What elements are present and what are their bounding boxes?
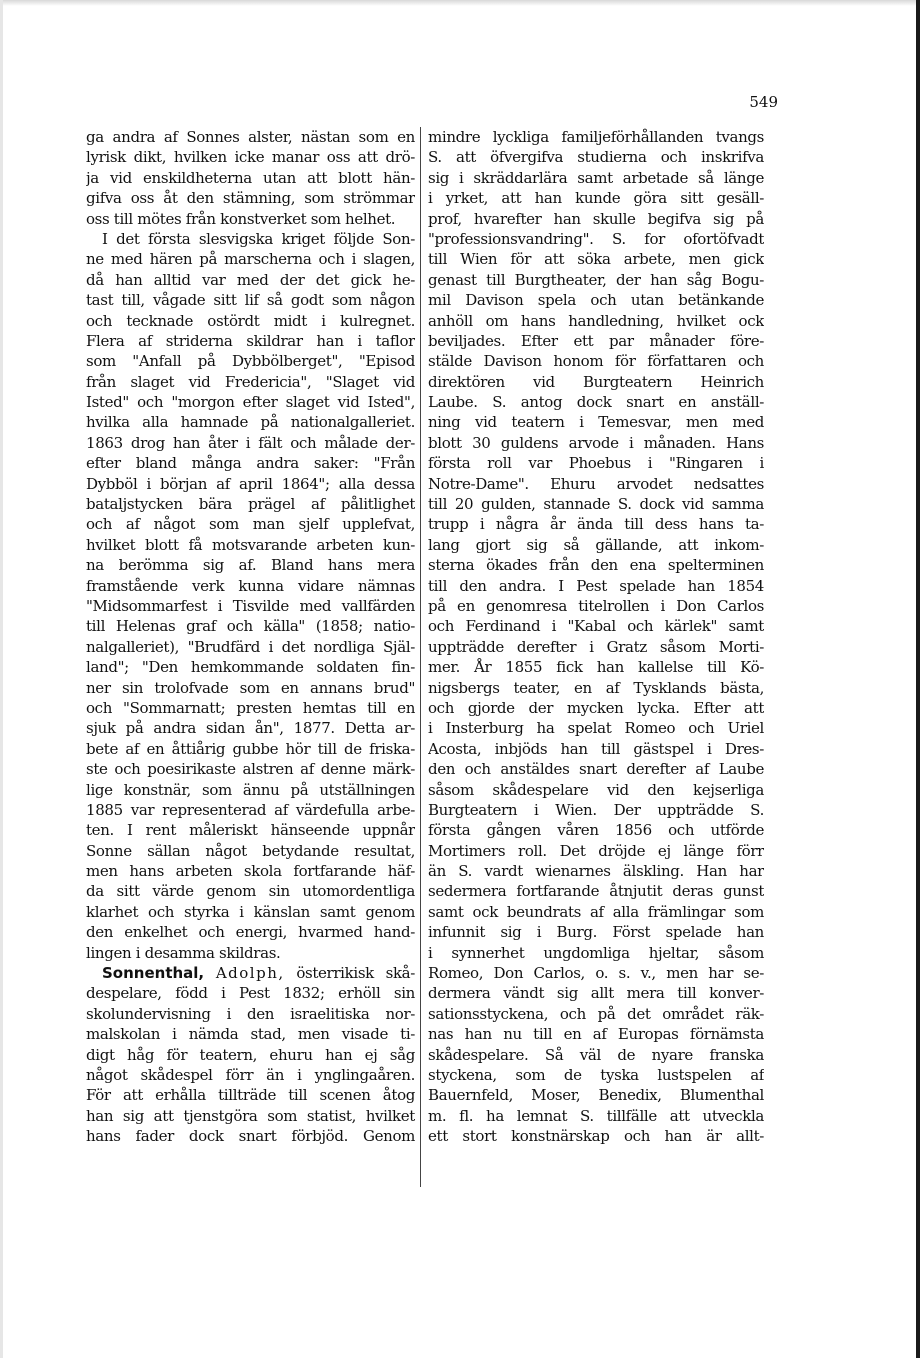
text-line: Burgteatern i Wien. Der uppträdde S. — [428, 800, 764, 819]
text-line: oss till mötes från konstverket som helhet. — [86, 209, 396, 228]
text-line: na berömma sig af. Bland hans mera — [86, 556, 415, 575]
text-line: ning vid teatern i Temesvar, men med — [428, 413, 764, 432]
text-line: och Ferdinand i "Kabal och kärlek" samt — [428, 617, 764, 636]
text-line: sedermera fortfarande åtnjutit deras gunst — [428, 882, 764, 901]
text-line: digt håg för teatern, ehuru han ej såg — [86, 1045, 415, 1064]
entry-first-name: Adolph, — [215, 964, 285, 983]
text-line: hvilket blott få motsvarande arbeten kun- — [86, 535, 415, 554]
text-line: mindre lyckliga familjeförhållanden tvangs — [428, 128, 764, 146]
text-line: nalgalleriet), "Brudfärd i det nordliga Själ- — [86, 637, 415, 656]
right-column — [428, 127, 764, 1147]
text-line: hvilka alla hamnade på nationalgalleriet. — [86, 413, 415, 432]
text-line: För att erhålla tillträde till scenen åtog — [86, 1086, 415, 1105]
text-line: beviljades. Efter ett par månader före- — [428, 331, 764, 350]
text-line: och af något som man sjelf upplefvat, — [86, 515, 415, 534]
text-line: gifva oss åt den stämning, som strömmar — [86, 189, 415, 208]
text-line: tast till, vågade sitt lif så godt som någon — [86, 291, 415, 310]
text-line: sationsstyckena, och på det området räk- — [428, 1004, 764, 1023]
text-line: Acosta, inbjöds han till gästspel i Dres- — [428, 739, 764, 758]
text-line: den och anstäldes snart derefter af Laube — [428, 760, 764, 779]
text-line: mer. År 1855 fick han kallelse till Kö- — [428, 658, 764, 677]
text-line: från slaget vid Fredericia", "Slaget vid — [86, 372, 415, 391]
text-line: bataljstycken bära prägel af pålitlighet — [86, 495, 415, 514]
text-line: ne med hären på marscherna och i slagen, — [86, 250, 415, 269]
text-line: land"; "Den hemkommande soldaten fin- — [86, 658, 415, 677]
text-line: S. att öfvergifva studierna och inskrifva — [428, 148, 764, 167]
text-line: och tecknade ostördt midt i kulregnet. — [86, 311, 415, 330]
text-line: i Insterburg ha spelat Romeo och Uriel — [428, 719, 764, 738]
text-line: i synnerhet ungdomliga hjeltar, såsom — [428, 943, 764, 962]
text-line: malskolan i nämda stad, men visade ti- — [86, 1025, 415, 1044]
text-line: blott 30 guldens arvode i månaden. Hans — [428, 433, 764, 452]
text-line: ste och poesirikaste alstren af denne märk- — [86, 760, 415, 779]
text-line: den enkelhet och energi, hvarmed hand- — [86, 923, 415, 942]
text-line: styckena, som de tyska lustspelen af — [428, 1065, 764, 1084]
text-line: ten. I rent måleriskt hänseende uppnår — [86, 821, 415, 840]
text-line: skådespelare. Så väl de nyare franska — [428, 1045, 764, 1064]
text-line: stälde Davison honom för författaren och — [428, 352, 764, 371]
text-line: än S. vardt wienarnes älskling. Han har — [428, 862, 764, 881]
text-line: sterna ökades från den ena spelterminen — [428, 556, 764, 575]
entry-heading-line — [86, 963, 415, 983]
text-line: till Wien för att söka arbete, men gick — [428, 250, 764, 269]
scan-edge-left — [0, 0, 3, 1358]
text-line: såsom skådespelare vid den kejserliga — [428, 780, 764, 799]
text-line: skolundervisning i den israelitiska nor- — [86, 1004, 415, 1023]
text-line: hans fader dock snart förbjöd. Genom — [86, 1127, 415, 1146]
text-line: Romeo, Don Carlos, o. s. v., men har se- — [428, 964, 764, 983]
left-column — [86, 127, 415, 1147]
text-line: anhöll om hans handledning, hvilket ock — [428, 311, 764, 330]
text-line: han sig att tjenstgöra som statist, hvilket — [86, 1106, 415, 1125]
text-line: lingen i desamma skildras. — [86, 943, 281, 962]
text-line: Flera af striderna skildrar han i taflor — [86, 331, 415, 350]
text-line: 1863 drog han åter i fält och målade der- — [86, 433, 415, 452]
text-line: till den andra. I Pest spelade han 1854 — [428, 576, 764, 595]
entry-heading-rest: österrikisk skå- — [296, 964, 415, 983]
text-line: nas han nu till en af Europas förnämsta — [428, 1025, 764, 1044]
text-line: direktören vid Burgteatern Heinrich — [428, 372, 764, 391]
text-line: efter bland många andra saker: "Från — [86, 454, 415, 473]
text-line: Mortimers roll. Det dröjde ej länge förr — [428, 841, 764, 860]
text-line: första roll var Phoebus i "Ringaren i — [428, 454, 764, 473]
text-line: Isted" och "morgon efter slaget vid Isted", — [86, 393, 415, 412]
text-line: I det första slesvigska kriget följde Son- — [102, 229, 415, 248]
text-line: nigsbergs teater, en af Tysklands bästa, — [428, 678, 764, 697]
text-line: "professionsvandring". S. for ofortöfvadt — [428, 229, 764, 248]
text-line: sjuk på andra sidan ån", 1877. Detta ar- — [86, 719, 415, 738]
text-line: m. fl. ha lemnat S. tillfälle att utveckla — [428, 1106, 764, 1125]
text-line: samt ock beundrats af alla främlingar som — [428, 902, 764, 921]
text-line: till Helenas graf och källa" (1858; natio- — [86, 617, 415, 636]
text-line: Sonne sällan något betydande resultat, — [86, 841, 415, 860]
text-line: då han alltid var med der det gick he- — [86, 270, 415, 289]
text-line: 1885 var representerad af värdefulla arbe- — [86, 800, 415, 819]
text-line: prof, hvarefter han skulle begifva sig på — [428, 209, 764, 228]
text-line: Notre-Dame". Ehuru arvodet nedsattes — [428, 474, 764, 493]
text-line: på en genomresa titelrollen i Don Carlos — [428, 596, 764, 615]
text-line: infunnit sig i Burg. Först spelade han — [428, 923, 764, 942]
text-line: och gjorde der mycken lycka. Efter att — [428, 698, 764, 717]
text-line: något skådespel förr än i ynglingaåren. — [86, 1065, 415, 1084]
text-line: genast till Burgtheater, der han såg Bogu- — [428, 270, 764, 289]
text-line: "Midsommarfest i Tisvilde med vallfärden — [86, 596, 415, 615]
text-line: och "Sommarnatt; presten hemtas till en — [86, 698, 415, 717]
text-line: men hans arbeten skola fortfarande häf- — [86, 862, 415, 881]
text-line: ja vid enskildheterna utan att blott hän- — [86, 168, 415, 187]
text-line: lang gjort sig så gällande, att inkom- — [428, 535, 764, 554]
text-line: första gången våren 1856 och utförde — [428, 821, 764, 840]
text-line: till 20 gulden, stannade S. dock vid samma — [428, 495, 764, 514]
scan-edge-top — [0, 0, 920, 6]
text-line: Laube. S. antog dock snart en anställ- — [428, 393, 764, 412]
column-divider — [420, 127, 421, 1187]
scan-edge-right — [916, 0, 920, 1358]
text-line: da sitt värde genom sin utomordentliga — [86, 882, 415, 901]
text-line: lige konstnär, som ännu på utställningen — [86, 780, 415, 799]
text-line: dermera vändt sig allt mera till konver- — [428, 984, 764, 1003]
text-line: som "Anfall på Dybbölberget", "Episod — [86, 352, 415, 371]
text-line: Dybböl i början af april 1864"; alla dessa — [86, 474, 415, 493]
text-line: ett stort konstnärskap och han är allt- — [428, 1127, 764, 1146]
text-line: mil Davison spela och utan betänkande — [428, 291, 764, 310]
text-line: despelare, född i Pest 1832; erhöll sin — [86, 984, 415, 1003]
text-line: i yrket, att han kunde göra sitt gesäll- — [428, 189, 764, 208]
text-line: ga andra af Sonnes alster, nästan som en — [86, 128, 415, 146]
text-line: Bauernfeld, Moser, Benedix, Blumenthal — [428, 1086, 764, 1105]
page-number: 549 — [749, 93, 778, 111]
text-line: framstående verk kunna vidare nämnas — [86, 576, 415, 595]
text-line: lyrisk dikt, hvilken icke manar oss att drö- — [86, 148, 415, 167]
text-line: uppträdde derefter i Gratz såsom Morti- — [428, 637, 764, 656]
text-line: sig i skräddarlära samt arbetade så länge — [428, 168, 764, 187]
text-line: klarhet och styrka i känslan samt genom — [86, 902, 415, 921]
text-line: ner sin trolofvade som en annans brud" — [86, 678, 415, 697]
entry-head-word: Sonnenthal, — [102, 964, 205, 983]
text-line: bete af en åttiårig gubbe hör till de friska- — [86, 739, 415, 758]
text-line: trupp i några år ända till dess hans ta- — [428, 515, 764, 534]
